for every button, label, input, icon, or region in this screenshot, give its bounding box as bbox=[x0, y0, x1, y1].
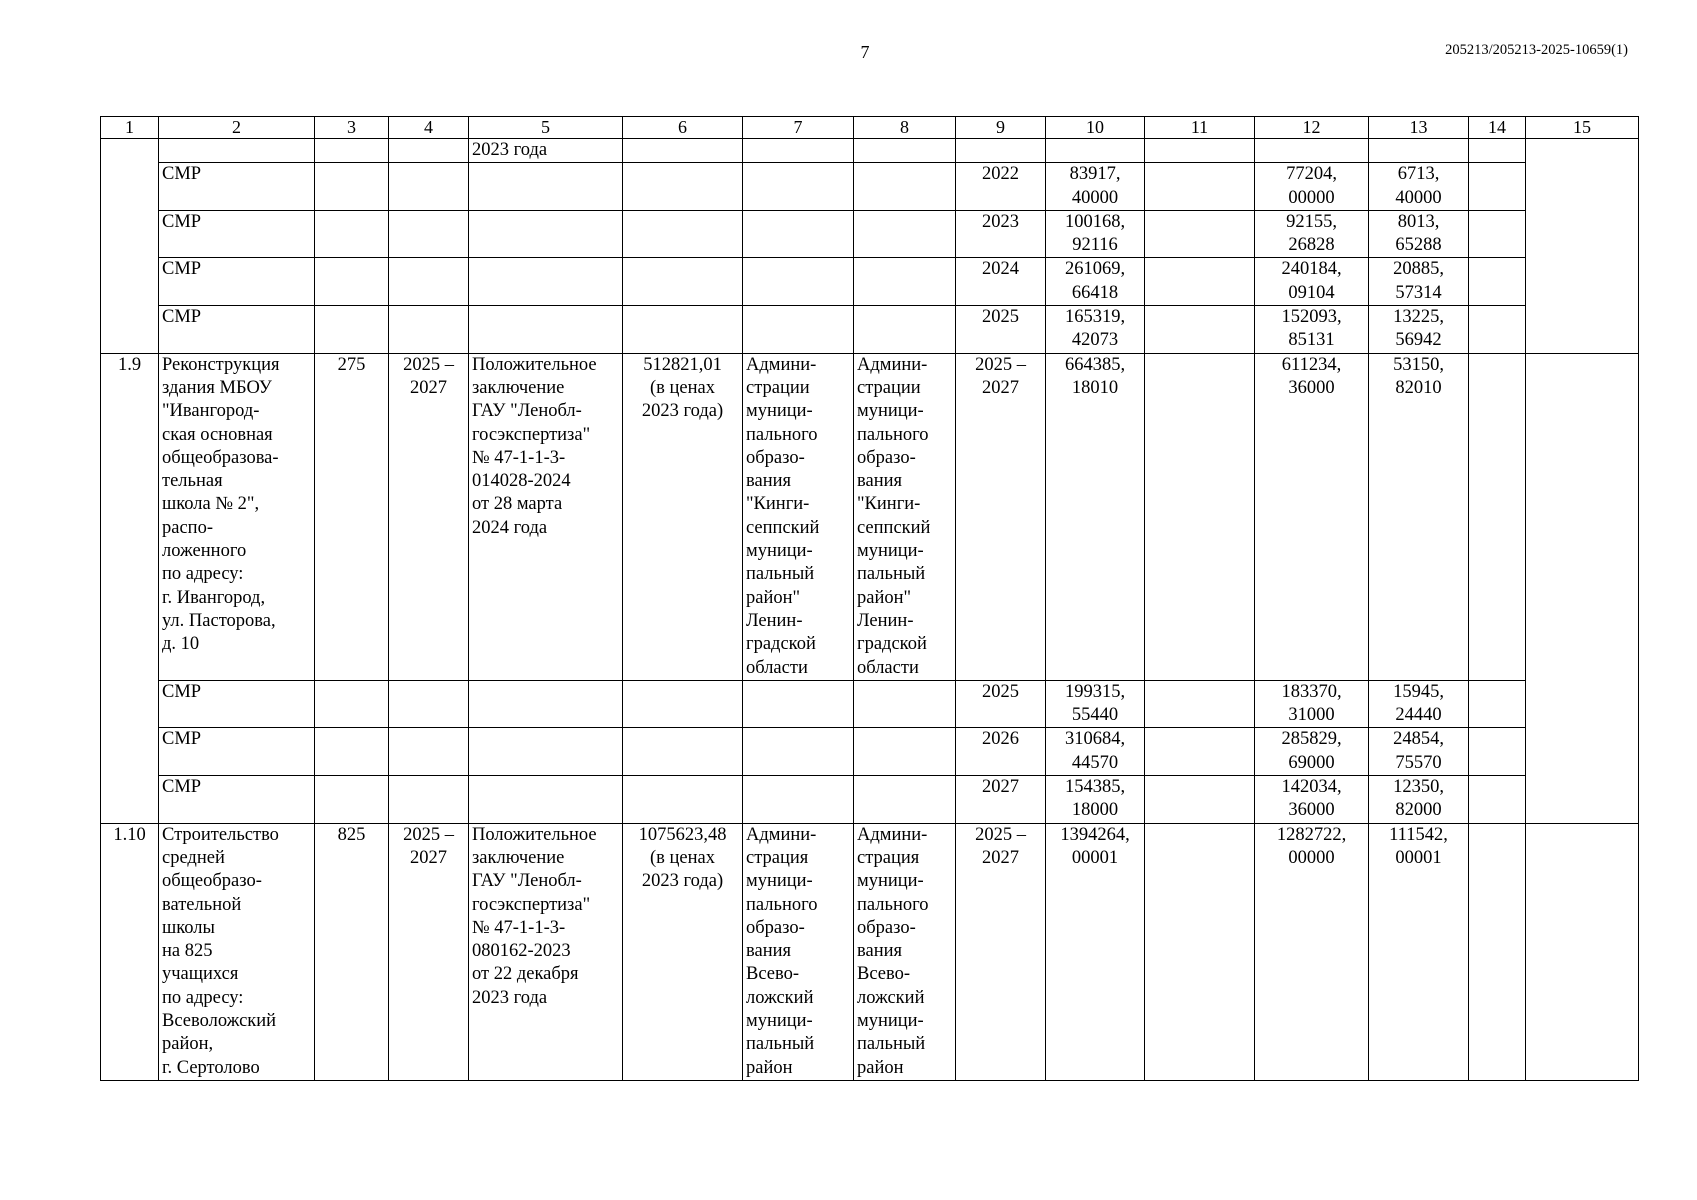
value-cell: 1282722, 00000 bbox=[1255, 823, 1369, 1080]
empty-cell bbox=[1145, 353, 1255, 680]
empty-cell bbox=[1469, 163, 1526, 211]
empty-cell bbox=[1469, 139, 1526, 163]
table-row bbox=[101, 258, 1639, 306]
header-cell: 7 bbox=[743, 117, 854, 139]
empty-cell bbox=[469, 680, 623, 728]
value-cell: 77204, 00000 bbox=[1255, 163, 1369, 211]
empty-cell bbox=[389, 306, 469, 354]
empty-cell bbox=[743, 163, 854, 211]
empty-cell bbox=[1145, 139, 1255, 163]
empty-cell bbox=[854, 680, 956, 728]
empty-cell bbox=[623, 210, 743, 258]
smr-label: СМР bbox=[159, 210, 315, 258]
smr-label: СМР bbox=[159, 306, 315, 354]
empty-cell bbox=[469, 776, 623, 824]
empty-cell bbox=[159, 139, 315, 163]
empty-cell bbox=[1145, 210, 1255, 258]
empty-cell bbox=[1469, 680, 1526, 728]
empty-cell bbox=[389, 776, 469, 824]
empty-cell bbox=[1145, 823, 1255, 1080]
cost-cell: 512821,01 (в ценах 2023 года) bbox=[623, 353, 743, 680]
empty-cell bbox=[469, 728, 623, 776]
empty-cell bbox=[315, 139, 389, 163]
empty-cell bbox=[854, 306, 956, 354]
developer-cell: Админи- страция муници- пального образо- вания Всево- ложский муници- пальный район bbox=[854, 823, 956, 1080]
empty-cell bbox=[1369, 139, 1469, 163]
table-row bbox=[101, 306, 1639, 354]
value-cell: 611234, 36000 bbox=[1255, 353, 1369, 680]
empty-cell bbox=[743, 258, 854, 306]
table-row-1-9 bbox=[101, 353, 1639, 680]
empty-cell bbox=[854, 728, 956, 776]
empty-cell bbox=[389, 728, 469, 776]
smr-label: СМР bbox=[159, 680, 315, 728]
empty-cell bbox=[469, 163, 623, 211]
year-cell: 2025 bbox=[956, 306, 1046, 354]
document-cell: Положительное заключение ГАУ "Ленобл- госэкспертиза" № 47-1-1-3- 014028-2024 от 28 марта 2024 года bbox=[469, 353, 623, 680]
empty-cell bbox=[315, 680, 389, 728]
value-cell: 1394264, 00001 bbox=[1046, 823, 1145, 1080]
empty-cell bbox=[389, 163, 469, 211]
empty-cell bbox=[854, 776, 956, 824]
empty-cell bbox=[854, 258, 956, 306]
empty-cell bbox=[1145, 258, 1255, 306]
empty-cell bbox=[1145, 728, 1255, 776]
value-cell: 310684, 44570 bbox=[1046, 728, 1145, 776]
object-name: Строительство средней общеобразо- вательной школы на 825 учащихся по адресу: Всеволожский район, г. Сертолово bbox=[159, 823, 315, 1080]
cost-cell: 1075623,48 (в ценах 2023 года) bbox=[623, 823, 743, 1080]
value-cell: 13225, 56942 bbox=[1369, 306, 1469, 354]
empty-cell bbox=[743, 776, 854, 824]
program-table bbox=[100, 116, 1639, 1081]
empty-cell bbox=[743, 210, 854, 258]
header-cell: 3 bbox=[315, 117, 389, 139]
empty-cell bbox=[389, 680, 469, 728]
empty-cell bbox=[315, 728, 389, 776]
empty-cell bbox=[315, 163, 389, 211]
header-cell: 6 bbox=[623, 117, 743, 139]
table-row bbox=[101, 728, 1639, 776]
value-cell: 92155, 26828 bbox=[1255, 210, 1369, 258]
empty-cell bbox=[1145, 776, 1255, 824]
empty-cell bbox=[389, 210, 469, 258]
value-cell: 20885, 57314 bbox=[1369, 258, 1469, 306]
header-cell: 10 bbox=[1046, 117, 1145, 139]
smr-label: СМР bbox=[159, 163, 315, 211]
period-cell: 2025 – 2027 bbox=[389, 353, 469, 680]
empty-cell bbox=[1145, 306, 1255, 354]
header-cell: 13 bbox=[1369, 117, 1469, 139]
empty-cell bbox=[1469, 776, 1526, 824]
empty-cell bbox=[1469, 728, 1526, 776]
empty-cell bbox=[623, 139, 743, 163]
header-cell: 5 bbox=[469, 117, 623, 139]
value-cell: 261069, 66418 bbox=[1046, 258, 1145, 306]
empty-cell bbox=[1145, 163, 1255, 211]
value-cell: 199315, 55440 bbox=[1046, 680, 1145, 728]
table-row bbox=[101, 680, 1639, 728]
empty-cell bbox=[389, 258, 469, 306]
empty-cell bbox=[315, 776, 389, 824]
year-cell: 2025 – 2027 bbox=[956, 823, 1046, 1080]
customer-cell: Админи- страции муници- пального образо- вания "Кинги- сеппский муници- пальный район" Ленин- градской области bbox=[743, 353, 854, 680]
header-row bbox=[101, 117, 1639, 139]
value-cell: 100168, 92116 bbox=[1046, 210, 1145, 258]
value-cell: 15945, 24440 bbox=[1369, 680, 1469, 728]
empty-cell bbox=[315, 258, 389, 306]
year-cell: 2024 bbox=[956, 258, 1046, 306]
empty-cell bbox=[623, 776, 743, 824]
empty-cell bbox=[623, 258, 743, 306]
empty-cell bbox=[1469, 258, 1526, 306]
object-name: Реконструкция здания МБОУ "Ивангород- ская основная общеобразова- тельная школа № 2", распо- ложенного по адресу: г. Ивангород, ул. Пасторова, д. 10 bbox=[159, 353, 315, 680]
empty-cell bbox=[469, 210, 623, 258]
value-cell: 142034, 36000 bbox=[1255, 776, 1369, 824]
document-id: 205213/205213-2025-10659(1) bbox=[1445, 42, 1628, 58]
empty-cell bbox=[1526, 353, 1639, 823]
empty-cell bbox=[743, 139, 854, 163]
value-cell: 53150, 82010 bbox=[1369, 353, 1469, 680]
value-cell: 183370, 31000 bbox=[1255, 680, 1369, 728]
empty-cell bbox=[854, 163, 956, 211]
empty-cell bbox=[1526, 823, 1639, 1080]
empty-cell bbox=[469, 258, 623, 306]
empty-cell bbox=[389, 139, 469, 163]
empty-cell bbox=[623, 728, 743, 776]
period-cell: 2025 – 2027 bbox=[389, 823, 469, 1080]
table-row bbox=[101, 163, 1639, 211]
empty-cell bbox=[854, 139, 956, 163]
empty-cell bbox=[1469, 306, 1526, 354]
value-cell: 12350, 82000 bbox=[1369, 776, 1469, 824]
header-cell: 14 bbox=[1469, 117, 1526, 139]
empty-cell bbox=[1046, 139, 1145, 163]
value-cell: 240184, 09104 bbox=[1255, 258, 1369, 306]
value-cell: 83917, 40000 bbox=[1046, 163, 1145, 211]
header-cell: 4 bbox=[389, 117, 469, 139]
item-number: 1.9 bbox=[101, 353, 159, 823]
value-cell: 8013, 65288 bbox=[1369, 210, 1469, 258]
value-cell: 285829, 69000 bbox=[1255, 728, 1369, 776]
num-cell bbox=[101, 139, 159, 354]
empty-cell bbox=[623, 306, 743, 354]
year-cell: 2027 bbox=[956, 776, 1046, 824]
empty-cell bbox=[1469, 353, 1526, 680]
empty-cell bbox=[315, 306, 389, 354]
table-row bbox=[101, 776, 1639, 824]
document-cell: 2023 года bbox=[469, 139, 623, 163]
value-cell: 24854, 75570 bbox=[1369, 728, 1469, 776]
empty-cell bbox=[743, 680, 854, 728]
empty-cell bbox=[1469, 210, 1526, 258]
empty-cell bbox=[623, 680, 743, 728]
empty-cell bbox=[854, 210, 956, 258]
header-cell: 2 bbox=[159, 117, 315, 139]
value-cell: 152093, 85131 bbox=[1255, 306, 1369, 354]
empty-cell bbox=[623, 163, 743, 211]
header-cell: 1 bbox=[101, 117, 159, 139]
empty-cell bbox=[1469, 823, 1526, 1080]
smr-label: СМР bbox=[159, 776, 315, 824]
empty-cell bbox=[1145, 680, 1255, 728]
item-number: 1.10 bbox=[101, 823, 159, 1080]
empty-cell bbox=[1526, 139, 1639, 354]
empty-cell bbox=[315, 210, 389, 258]
smr-label: СМР bbox=[159, 258, 315, 306]
header-cell: 15 bbox=[1526, 117, 1639, 139]
page-number: 7 bbox=[860, 42, 870, 62]
year-cell: 2022 bbox=[956, 163, 1046, 211]
table-row-1-10 bbox=[101, 823, 1639, 1080]
capacity-cell: 275 bbox=[315, 353, 389, 680]
year-cell: 2026 bbox=[956, 728, 1046, 776]
empty-cell bbox=[743, 306, 854, 354]
empty-cell bbox=[469, 306, 623, 354]
header-cell: 12 bbox=[1255, 117, 1369, 139]
empty-cell bbox=[956, 139, 1046, 163]
developer-cell: Админи- страции муници- пального образо- вания "Кинги- сеппский муници- пальный район" Ленин- градской области bbox=[854, 353, 956, 680]
empty-cell bbox=[743, 728, 854, 776]
customer-cell: Админи- страция муници- пального образо- вания Всево- ложский муници- пальный район bbox=[743, 823, 854, 1080]
empty-cell bbox=[1255, 139, 1369, 163]
value-cell: 664385, 18010 bbox=[1046, 353, 1145, 680]
capacity-cell: 825 bbox=[315, 823, 389, 1080]
table-row bbox=[101, 139, 1639, 163]
document-cell: Положительное заключение ГАУ "Ленобл- госэкспертиза" № 47-1-1-3- 080162-2023 от 22 декабря 2023 года bbox=[469, 823, 623, 1080]
year-cell: 2025 bbox=[956, 680, 1046, 728]
value-cell: 6713, 40000 bbox=[1369, 163, 1469, 211]
year-cell: 2025 – 2027 bbox=[956, 353, 1046, 680]
header-cell: 8 bbox=[854, 117, 956, 139]
table-row bbox=[101, 210, 1639, 258]
value-cell: 111542, 00001 bbox=[1369, 823, 1469, 1080]
year-cell: 2023 bbox=[956, 210, 1046, 258]
value-cell: 165319, 42073 bbox=[1046, 306, 1145, 354]
header-cell: 11 bbox=[1145, 117, 1255, 139]
smr-label: СМР bbox=[159, 728, 315, 776]
value-cell: 154385, 18000 bbox=[1046, 776, 1145, 824]
header-cell: 9 bbox=[956, 117, 1046, 139]
